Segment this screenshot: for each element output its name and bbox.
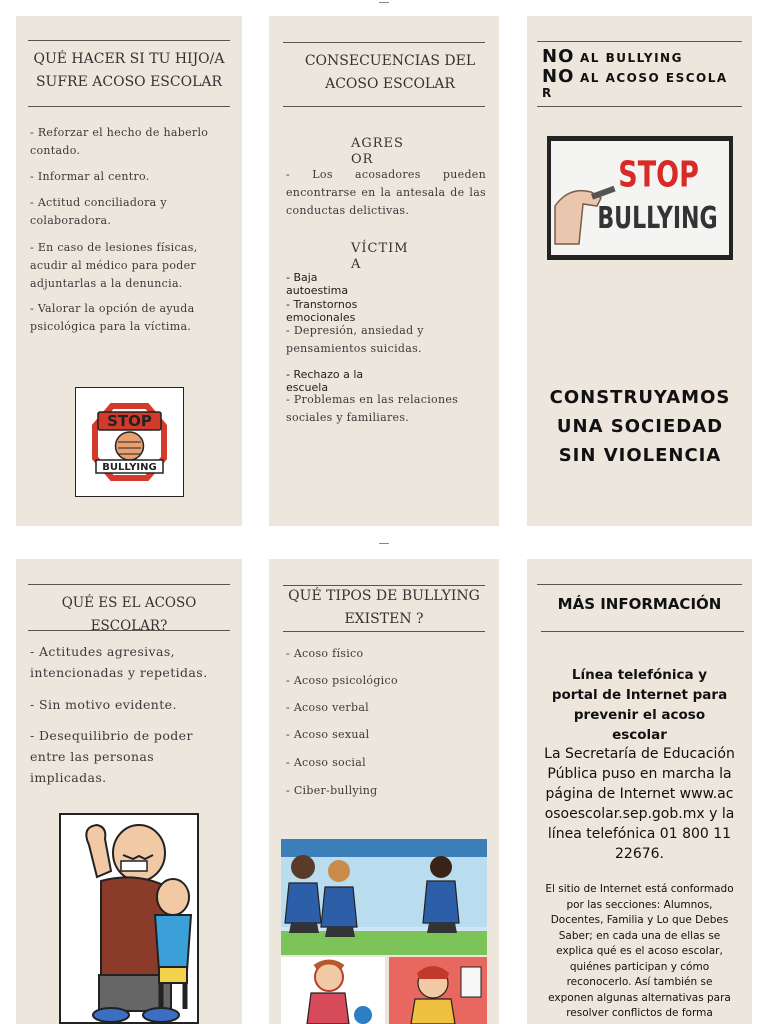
list-item: - Reforzar el hecho de haberlo contado. (30, 126, 209, 157)
slogan: CONSTRUYAMOS UNA SOCIEDAD SIN VIOLENCIA (549, 387, 731, 466)
title-rule-bottom (283, 631, 485, 632)
list-item: - Depresión, ansiedad y pensamientos suicidas. (286, 324, 424, 355)
list-item: - Rechazo a la escuela (286, 368, 364, 394)
page-mark-middle (379, 543, 389, 544)
title-rule-top (537, 41, 742, 42)
list-item: - Problemas en las relaciones sociales y familiares. (286, 393, 459, 424)
list-item: - Actitud conciliadora y colaboradora. (30, 196, 167, 227)
info-body: La Secretaría de Educación Pública puso en marcha la página de Internet www.acosoescolar.sep.gob.mx y la línea telefónica 01 800 11 22676. (544, 746, 735, 862)
logo-stop-text: STOP (107, 412, 152, 430)
bully-cartoon-left (281, 957, 385, 1024)
panel-title: QUÉ HACER SI TU HIJO/A SUFRE ACOSO ESCOLAR (33, 51, 225, 90)
panel-what-is-bullying (16, 559, 242, 1024)
list-item: - Transtornos emocionales (286, 298, 358, 324)
list-item: - Acoso social (286, 756, 366, 769)
title-rule-top (283, 42, 485, 43)
victima-heading: VÍCTIMA (351, 241, 409, 272)
page-mark-top (379, 2, 389, 3)
no-word: NO (542, 46, 575, 67)
title-rule-bottom (537, 106, 742, 107)
panel-title: QUÉ ES EL ACOSO ESCOLAR? (61, 595, 197, 634)
bully-cartoon-right (389, 957, 487, 1024)
panel-consequences (269, 16, 499, 526)
list-item: - Actitudes agresivas, intencionadas y repetidas. (30, 644, 208, 680)
stop-bullying-logo (75, 387, 184, 497)
list-item: - Acoso psicológico (286, 674, 398, 687)
panel-title: QUÉ TIPOS DE BULLYING EXISTEN ? (288, 588, 480, 627)
info-subtitle: Línea telefónica y portal de Internet para prevenir el acoso escolar (551, 667, 728, 743)
no-acoso-text: AL ACOSO ESCOLAR (542, 71, 728, 100)
stop-bullying-banner (547, 136, 733, 260)
list-item: - Acoso físico (286, 647, 364, 660)
bully-cartoon (59, 813, 199, 1024)
logo-bullying-text: BULLYING (102, 462, 157, 473)
title-rule-bottom (541, 631, 744, 632)
no-acoso-line (542, 66, 730, 100)
panel-types (269, 559, 499, 1024)
no-bullying-text: AL BULLYING (579, 51, 683, 65)
panel-what-to-do (16, 16, 242, 526)
panel-no-bullying (527, 16, 752, 526)
list-item: - Acoso verbal (286, 701, 370, 714)
title-rule-top (537, 584, 742, 585)
list-item: - En caso de lesiones físicas, acudir al médico para poder adjuntarlas a la denuncia. (30, 241, 198, 290)
title-rule-top (28, 40, 230, 41)
panel-more-info (527, 559, 752, 1024)
no-bullying-line (542, 46, 742, 67)
info-small: El sitio de Internet está conformado por las secciones: Alumnos, Docentes, Familia y Lo que Debes Saber; en cada una de ellas se explica qué es el acoso escolar, quiénes participan y cómo reconocerlo. Así también se exponen algunas alternativas para resolver conflictos de forma (545, 883, 734, 1019)
list-item: - Ciber-bullying (286, 784, 378, 797)
banner-bullying-text: BULLYING (597, 201, 718, 236)
agresor-heading: AGRESOR (351, 136, 404, 167)
panel-title: CONSECUENCIAS DEL ACOSO ESCOLAR (304, 53, 476, 92)
banner-stop-text: STOP (618, 152, 699, 196)
no-word: NO (542, 66, 575, 87)
title-rule-bottom (28, 630, 230, 631)
list-item: - Desequilibrio de poder entre las personas implicadas. (30, 728, 193, 785)
title-rule-bottom (28, 106, 230, 107)
list-item: - Informar al centro. (30, 170, 150, 183)
list-item: - Sin motivo evidente. (30, 697, 177, 712)
list-item: - Baja autoestima (286, 271, 349, 297)
students-cartoon (281, 839, 487, 955)
list-item: - Valorar la opción de ayuda psicológica para la víctima. (30, 302, 195, 333)
title-rule-top (28, 584, 230, 585)
list-item: - Acoso sexual (286, 728, 370, 741)
panel-title: MÁS INFORMACIÓN (557, 595, 722, 613)
title-rule-bottom (283, 106, 485, 107)
agresor-text: - Los acosadores pueden encontrarse en la antesala de las conductas delictivas. (286, 168, 486, 217)
